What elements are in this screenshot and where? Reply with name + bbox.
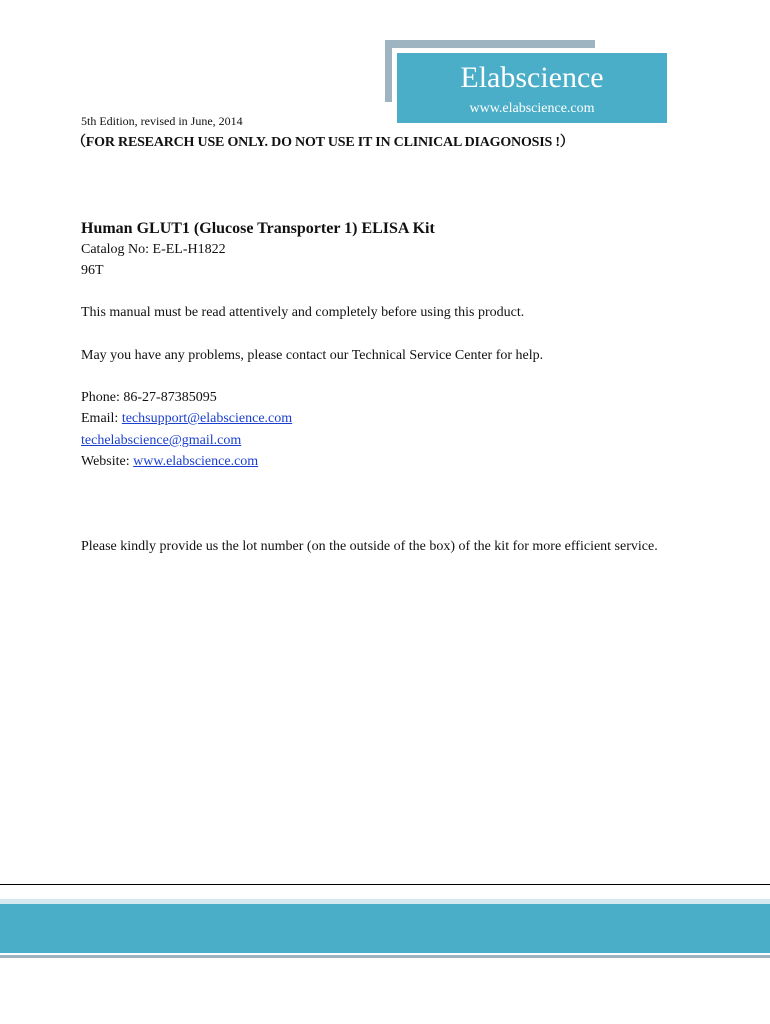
footer-band-shadow: [0, 955, 770, 958]
email-link[interactable]: techsupport@elabscience.com: [121, 411, 293, 426]
email-line: [81, 411, 292, 427]
phone-number: Phone: 86-27-87385095: [81, 390, 217, 405]
product-title: Human GLUT1 (Glucose Transporter 1) ELISA Kit: [81, 220, 435, 237]
catalog-number: Catalog No: E-EL-H1822: [81, 242, 226, 257]
website-link[interactable]: www.elabscience.com: [133, 454, 259, 469]
edition-note: 5th Edition, revised in June, 2014: [81, 114, 243, 128]
brand-logo: [397, 53, 667, 123]
research-use-disclaimer: （FOR RESEARCH USE ONLY. DO NOT USE IT IN CLINICAL DIAGONOSIS !）: [72, 135, 574, 150]
read-manual-note: This manual must be read attentively and completely before using this product.: [81, 305, 525, 320]
page-divider: [0, 884, 770, 885]
logo-url: www.elabscience.com: [469, 101, 595, 116]
website-line: [81, 454, 258, 470]
email2-link[interactable]: techelabscience@gmail.com: [81, 433, 242, 448]
logo-name: Elabscience: [460, 61, 604, 94]
lot-number-note: Please kindly provide us the lot number (on the outside of the box) of the kit for more efficient service.: [81, 539, 658, 554]
footer-band: [0, 899, 770, 953]
contact-note: May you have any problems, please contact our Technical Service Center for help.: [81, 348, 544, 363]
kit-size: 96T: [81, 263, 104, 278]
email-label: Email:: [81, 411, 122, 426]
website-label: Website:: [81, 454, 134, 469]
email2-line: [81, 433, 241, 449]
